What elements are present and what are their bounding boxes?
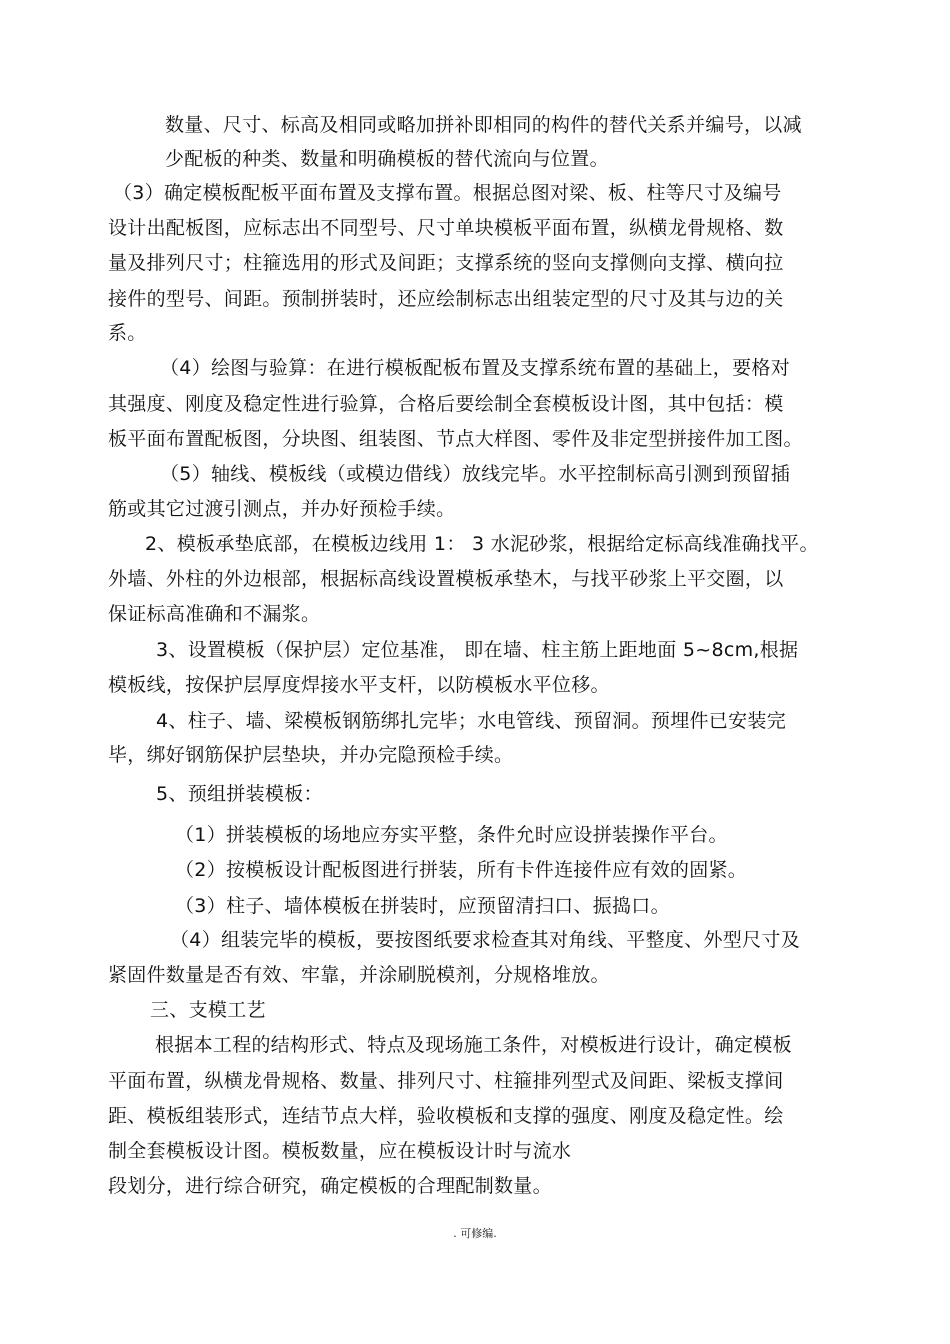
text-line: 5、预组拼装模板： [156, 783, 323, 805]
text-line: （4）组装完毕的模板，要按图纸要求检查其对角线、平整度、外型尺寸及 [170, 929, 800, 951]
text-line: 量及排列尺寸；柱箍选用的形式及间距；支撑系统的竖向支撑侧向支撑、横向拉 [108, 252, 784, 274]
text-line: （1）拼装模板的场地应夯实平整，条件允时应设拼装操作平台。 [175, 824, 728, 846]
section-heading: 三、支模工艺 [150, 999, 266, 1021]
text-line: 制全套模板设计图。模板数量，应在模板设计时与流水 [108, 1140, 572, 1162]
page-footer: . 可修编. [453, 1227, 497, 1240]
text-line: 数量、尺寸、标高及相同或略加拼补即相同的构件的替代关系并编号，以减 [165, 114, 802, 136]
text-line: 设计出配板图，应标志出不同型号、尺寸单块模板平面布置，纵横龙骨规格、数 [108, 217, 784, 239]
text-line: 距、模板组装形式，连结节点大样，验收模板和支撑的强度、刚度及稳定性。绘 [108, 1105, 784, 1127]
text-line: 筋或其它过渡引测点，并办好预检手续。 [108, 498, 456, 520]
text-line: 段划分，进行综合研究，确定模板的合理配制数量。 [108, 1175, 552, 1197]
text-line: 3、设置模板（保护层）定位基准， 即在墙、柱主筋上距地面 5~8cm,根据 [156, 639, 799, 661]
text-line: 其强度、刚度及稳定性进行验算，合格后要绘制全套模板设计图，其中包括：模 [108, 393, 784, 415]
text-line: （4）绘图与验算：在进行模板配板布置及支撑系统布置的基础上，要格对 [160, 357, 790, 379]
text-line: 模板线，按保护层厚度焊接水平支杆，以防模板水平位移。 [108, 674, 610, 696]
text-line: 根据本工程的结构形式、特点及现场施工条件，对模板进行设计，确定模板 [155, 1034, 792, 1056]
text-line: （2）按模板设计配板图进行拼装，所有卡件连接件应有效的固紧。 [175, 859, 748, 881]
text-line: 毕，绑好钢筋保护层垫块，并办完隐预检手续。 [108, 744, 514, 766]
text-line: 接件的型号、间距。预制拼装时，还应绘制标志出组装定型的尺寸及其与边的关 [108, 288, 784, 310]
text-line: （5）轴线、模板线（或模边借线）放线完毕。水平控制标高引测到预留插 [160, 463, 790, 485]
text-line: 保证标高准确和不漏浆。 [108, 603, 321, 625]
text-line: （3）柱子、墙体模板在拼装时，应预留清扫口、振捣口。 [175, 895, 670, 917]
text-line: 外墙、外柱的外边根部，根据标高线设置模板承垫木，与找平砂浆上平交圈，以 [108, 568, 784, 590]
text-line: 板平面布置配板图，分块图、组装图、节点大样图、零件及非定型拼接件加工图。 [108, 428, 803, 450]
text-line: 系。 [108, 322, 147, 344]
text-line: 紧固件数量是否有效、牢靠，并涂刷脱模剂，分规格堆放。 [108, 964, 610, 986]
text-line: 2、模板承垫底部，在模板边线用 1： 3 水泥砂浆，根据给定标高线准确找平。 [145, 533, 819, 555]
text-line: 4、柱子、墙、梁模板钢筋绑扎完毕；水电管线、预留洞。预埋件已安装完 [156, 710, 786, 732]
text-line: 平面布置，纵横龙骨规格、数量、排列尺寸、柱箍排列型式及间距、梁板支撑间 [108, 1070, 784, 1092]
text-line: 少配板的种类、数量和明确模板的替代流向与位置。 [165, 148, 609, 170]
text-line: （3）确定模板配板平面布置及支撑布置。根据总图对梁、板、柱等尺寸及编号 [113, 182, 782, 204]
